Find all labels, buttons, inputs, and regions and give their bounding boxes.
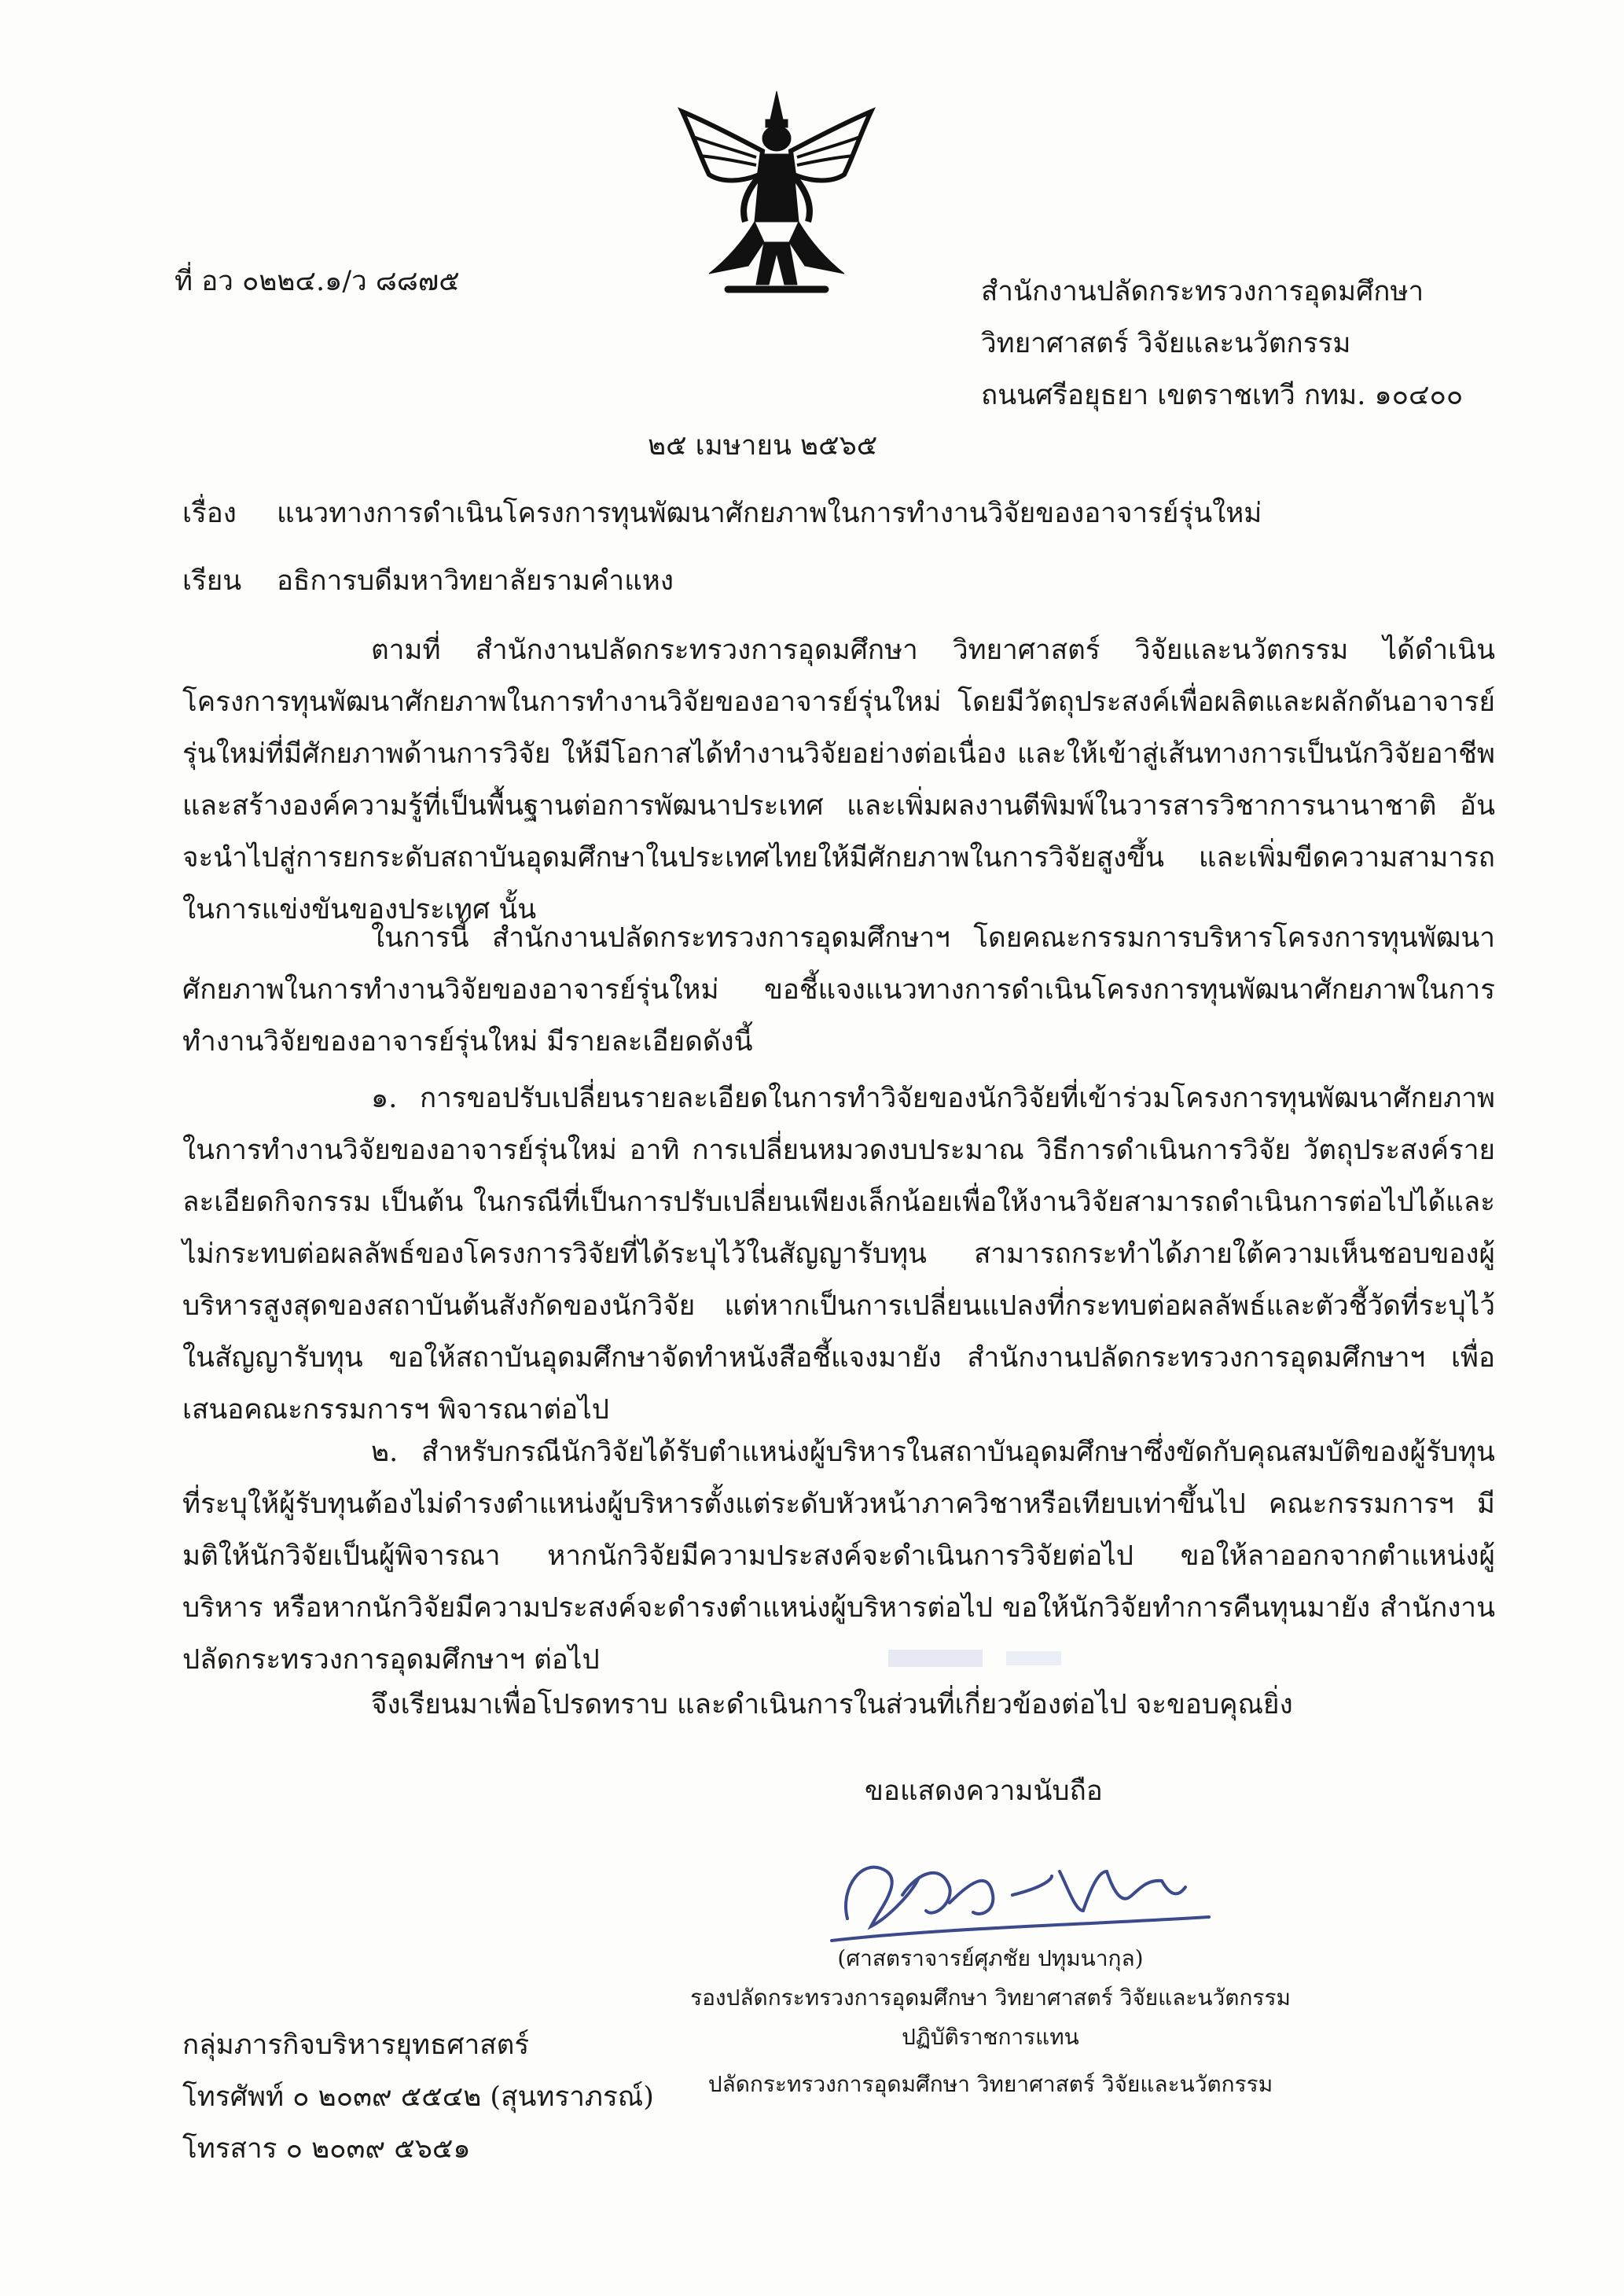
recipient-label: เรียน bbox=[182, 565, 242, 597]
handwritten-signature-icon bbox=[816, 1824, 1225, 1958]
closing-statement: จึงเรียนมาเพื่อโปรดทราบ และดำเนินการในส่วนที่เกี่ยวข้องต่อไป จะขอบคุณยิ่ง bbox=[371, 1689, 1293, 1720]
agency-address bbox=[981, 266, 1463, 421]
signer-name: (ศาสตราจารย์ศุภชัย ปทุมนากุล) bbox=[837, 1945, 1144, 1971]
sincerely-text: ขอแสดงความนับถือ bbox=[865, 1775, 1103, 1807]
contact-fax: โทรสาร ๐ ๒๐๓๙ ๕๖๕๑ bbox=[182, 2133, 471, 2165]
contact-block bbox=[182, 2019, 654, 2175]
contact-unit: กลุ่มภารกิจบริหารยุทธศาสตร์ bbox=[182, 2029, 530, 2061]
signer-position-1: รองปลัดกระทรวงการอุดมศึกษา วิทยาศาสตร์ วิจัยและนวัตกรรม bbox=[690, 1985, 1291, 2011]
recipient-text: อธิการบดีมหาวิทยาลัยรามคำแหง bbox=[277, 565, 674, 597]
subject-line bbox=[182, 498, 1262, 529]
garuda-emblem-icon bbox=[678, 88, 876, 299]
recipient-line bbox=[182, 565, 674, 597]
contact-phone: โทรศัพท์ ๐ ๒๐๓๙ ๕๕๔๒ (สุนทราภรณ์) bbox=[182, 2081, 654, 2113]
paragraph-1: ตามที่ สำนักงานปลัดกระทรวงการอุดมศึกษา วิทยาศาสตร์ วิจัยและนวัตกรรม ได้ดำเนินโครงการทุนพัฒนาศักยภาพในการทำงานวิจัยของอาจารย์รุ่นใหม่ โดยมีวัตถุประสงค์เพื่อผลิตและผลักดันอาจารย์รุ่นใหม่ที่มีศักยภาพด้านการวิจัย ให้มีโอกาสได้ทำงานวิจัยอย่างต่อเนื่อง และให้เข้าสู่เส้นทางการเป็นนักวิจัยอาชีพและสร้างองค์ความรู้ที่เป็นพื้นฐานต่อการพัฒนาประเทศ และเพิ่มผลงานตีพิมพ์ในวารสารวิชาการนานาชาติ อันจะนำไปสู่การยกระดับสถาบันอุดมศึกษาในประเทศไทยให้มีศักยภาพในการวิจัยสูงขึ้น และเพิ่มขีดความสามารถในการแข่งขันของประเทศ นั้น bbox=[182, 635, 1495, 925]
faint-stamp-icon bbox=[888, 1643, 1093, 1675]
letter-date: ๒๕ เมษายน ๒๕๖๕ bbox=[648, 430, 878, 462]
agency-line-2: วิทยาศาสตร์ วิจัยและนวัตกรรม bbox=[981, 328, 1351, 359]
subject-label: เรื่อง bbox=[182, 498, 237, 529]
paragraph-3: ๑. การขอปรับเปลี่ยนรายละเอียดในการทำวิจัยของนักวิจัยที่เข้าร่วมโครงการทุนพัฒนาศักยภาพในการทำงานวิจัยของอาจารย์รุ่นใหม่ อาทิ การเปลี่ยนหมวดงบประมาณ วิธีการดำเนินการวิจัย วัตถุประสงค์รายละเอียดกิจกรรม เป็นต้น ในกรณีที่เป็นการปรับเปลี่ยนเพียงเล็กน้อยเพื่อให้งานวิจัยสามารถดำเนินการต่อไปได้และไม่กระทบต่อผลลัพธ์ของโครงการวิจัยที่ได้ระบุไว้ในสัญญารับทุน สามารถกระทำได้ภายใต้ความเห็นชอบของผู้บริหารสูงสุดของสถาบันต้นสังกัดของนักวิจัย แต่หากเป็นการเปลี่ยนแปลงที่กระทบต่อผลลัพธ์และตัวชี้วัดที่ระบุไว้ในสัญญารับทุน ขอให้สถาบันอุดมศึกษาจัดทำหนังสือชี้แจงมายัง สำนักงานปลัดกระทรวงการอุดมศึกษาฯ เพื่อเสนอคณะกรรมการฯ พิจารณาต่อไป bbox=[182, 1083, 1495, 1426]
signer-position-2: ปฏิบัติราชการแทน bbox=[902, 2024, 1079, 2050]
subject-text: แนวทางการดำเนินโครงการทุนพัฒนาศักยภาพในการทำงานวิจัยของอาจารย์รุ่นใหม่ bbox=[277, 498, 1262, 529]
reference-number: ที่ อว ๐๒๒๔.๑/ว ๘๘๗๕ bbox=[175, 266, 460, 297]
paragraph-4: ๒. สำหรับกรณีนักวิจัยได้รับตำแหน่งผู้บริหารในสถาบันอุดมศึกษาซึ่งขัดกับคุณสมบัติของผู้รับทุนที่ระบุให้ผู้รับทุนต้องไม่ดำรงตำแหน่งผู้บริหารตั้งแต่ระดับหัวหน้าภาควิชาหรือเทียบเท่าขึ้นไป คณะกรรมการฯ มีมติให้นักวิจัยเป็นผู้พิจารณา หากนักวิจัยมีความประสงค์จะดำเนินการวิจัยต่อไป ขอให้ลาออกจากตำแหน่งผู้บริหาร หรือหากนักวิจัยมีความประสงค์จะดำรงตำแหน่งผู้บริหารต่อไป ขอให้นักวิจัยทำการคืนทุนมายัง สำนักงานปลัดกระทรวงการอุดมศึกษาฯ ต่อไป bbox=[182, 1437, 1495, 1676]
agency-line-1: สำนักงานปลัดกระทรวงการอุดมศึกษา bbox=[981, 276, 1424, 307]
signer-position-3: ปลัดกระทรวงการอุดมศึกษา วิทยาศาสตร์ วิจัยและนวัตกรรม bbox=[707, 2071, 1273, 2097]
paragraph-2: ในการนี้ สำนักงานปลัดกระทรวงการอุดมศึกษาฯ โดยคณะกรรมการบริหารโครงการทุนพัฒนาศักยภาพในการทำงานวิจัยของอาจารย์รุ่นใหม่ ขอชี้แจงแนวทางการดำเนินโครงการทุนพัฒนาศักยภาพในการทำงานวิจัยของอาจารย์รุ่นใหม่ มีรายละเอียดดังนี้ bbox=[182, 922, 1495, 1058]
agency-line-3: ถนนศรีอยุธยา เขตราชเทวี กทม. ๑๐๔๐๐ bbox=[981, 380, 1464, 411]
